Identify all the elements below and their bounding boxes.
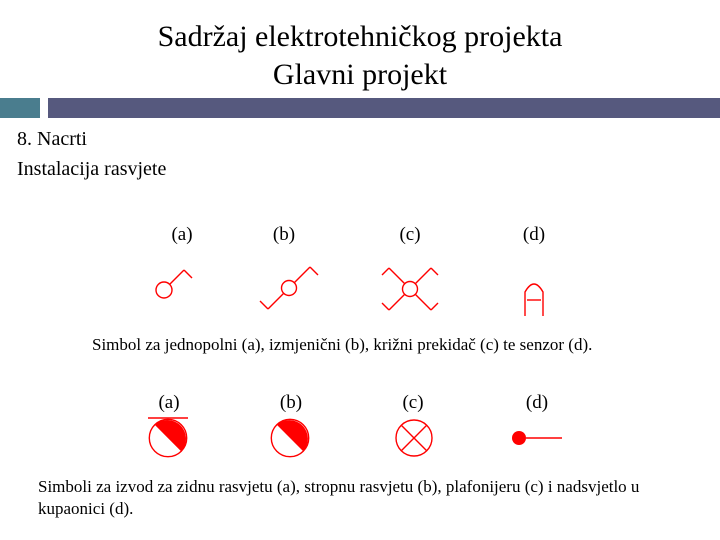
wall-light-outlet-icon	[144, 414, 192, 462]
title-accent-bar-left	[0, 98, 40, 118]
page-title-line1: Sadržaj elektrotehničkog projekta	[157, 20, 563, 53]
row1-label-d: (d)	[522, 224, 546, 245]
row2-label-a: (a)	[158, 392, 180, 413]
ceiling-light-outlet-icon	[266, 414, 314, 462]
ceiling-fixture-icon	[390, 414, 438, 462]
row1-label-a: (a)	[171, 224, 193, 245]
row2-caption-line2: kupaonici (d).	[38, 499, 134, 518]
row2-label-b: (b)	[279, 392, 303, 413]
section-heading: 8. Nacrti	[17, 128, 87, 150]
sensor-icon	[518, 274, 550, 318]
bathroom-over-light-icon	[506, 424, 566, 452]
row1-caption: Simbol za jednopolni (a), izmjenični (b), križni prekidač (c) te senzor (d).	[92, 335, 593, 354]
single-pole-switch-icon	[148, 262, 200, 304]
two-way-switch-icon	[254, 262, 324, 312]
cross-switch-icon	[377, 262, 443, 314]
row2-caption-line1: Simboli za izvod za zidnu rasvjetu (a), stropnu rasvjetu (b), plafonijeru (c) i nadsvjetlo u	[38, 477, 640, 496]
title-accent-bar-right	[48, 98, 720, 118]
section-subheading: Instalacija rasvjete	[17, 158, 167, 180]
row1-label-b: (b)	[272, 224, 296, 245]
row2-label-d: (d)	[525, 392, 549, 413]
page-title-line2: Glavni projekt	[272, 58, 448, 91]
row2-label-c: (c)	[402, 392, 424, 413]
row1-label-c: (c)	[399, 224, 421, 245]
